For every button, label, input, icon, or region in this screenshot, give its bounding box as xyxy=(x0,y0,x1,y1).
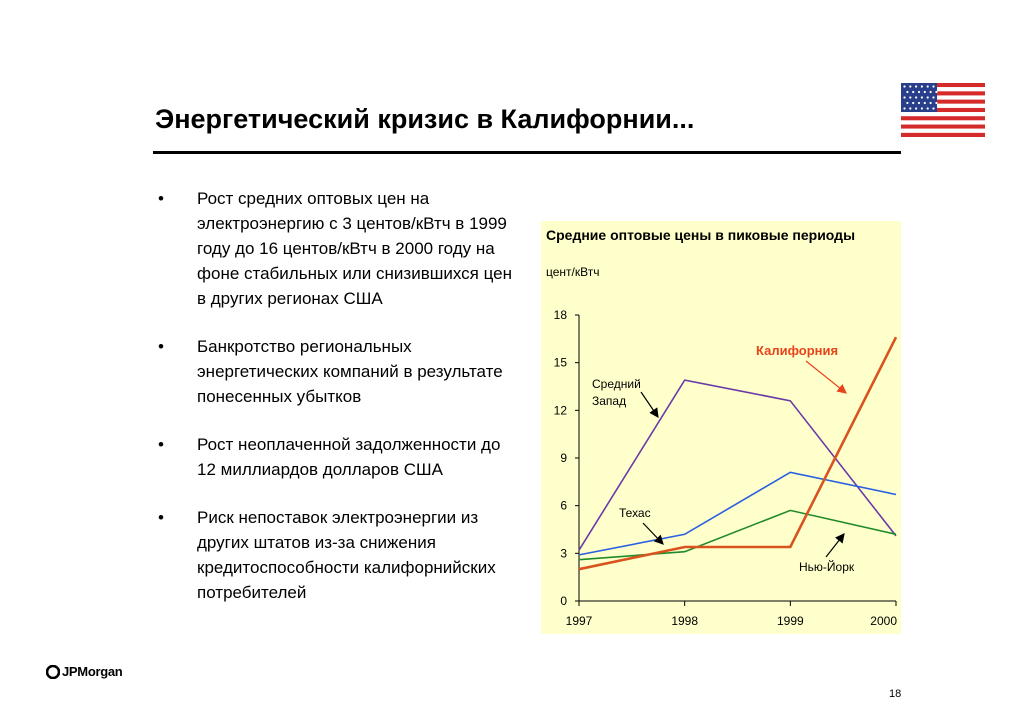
arrow-newyork xyxy=(826,534,844,557)
x-tick-label: 1997 xyxy=(565,614,593,628)
bullet-item xyxy=(155,505,520,605)
y-tick-label: 0 xyxy=(560,594,567,608)
bullet-glyph: • xyxy=(158,189,164,208)
label-midwest-line1: Средний xyxy=(592,377,641,391)
jpmorgan-logo xyxy=(46,664,122,679)
y-tick-label: 9 xyxy=(560,451,567,465)
x-tick-label: 1999 xyxy=(776,614,804,628)
y-tick-label: 6 xyxy=(560,498,567,513)
bullet-list xyxy=(155,186,520,628)
us-flag-icon xyxy=(901,83,985,137)
label-texas: Техас xyxy=(619,506,651,520)
arrow-midwest xyxy=(641,392,658,417)
bullet-glyph: • xyxy=(158,508,164,527)
title-divider xyxy=(153,151,901,154)
y-tick-label: 18 xyxy=(553,308,567,322)
bullet-text: Рост средних оптовых цен на электроэнергию с 3 центов/кВтч в 1999 году до 16 центов/кВтч в 2000 году на фоне стабильных или снизившихся цен в других регионах США xyxy=(197,189,512,308)
x-tick-label: 2000 xyxy=(870,614,897,628)
bullet-text: Рост неоплаченной задолженности до 12 миллиардов долларов США xyxy=(197,435,501,479)
x-tick-label: 1998 xyxy=(671,614,699,628)
arrow-california xyxy=(806,361,846,393)
label-midwest-line2: Запад xyxy=(592,394,627,408)
label-california: Калифорния xyxy=(756,343,839,358)
bullet-item xyxy=(155,334,520,409)
chart-y-unit: цент/кВтч xyxy=(546,265,600,279)
bullet-text: Банкротство региональных энергетических компаний в результате понесенных убытков xyxy=(197,337,503,406)
logo-text: JPMorgan xyxy=(62,664,123,679)
label-newyork: Нью-Йорк xyxy=(799,560,855,574)
series-line-1 xyxy=(579,337,896,569)
line-chart xyxy=(541,221,901,634)
y-tick-label: 12 xyxy=(553,403,567,418)
bullet-glyph: • xyxy=(158,337,164,356)
bullet-item xyxy=(155,186,520,311)
chart-title: Средние оптовые цены в пиковые периоды xyxy=(546,227,856,243)
bullet-item xyxy=(155,432,520,482)
slide-title: Энергетический кризис в Калифорнии... xyxy=(155,104,695,134)
bullet-glyph: • xyxy=(158,435,164,454)
y-tick-label: 3 xyxy=(560,546,567,561)
chart-panel xyxy=(541,221,901,634)
page-number: 18 xyxy=(889,688,902,700)
series-line-2 xyxy=(579,380,896,550)
bullet-text: Риск непоставок электроэнергии из других штатов из-за снижения кредитоспособности калифорнийских потребителей xyxy=(197,508,496,602)
y-tick-label: 15 xyxy=(553,355,567,370)
logo-mark-icon xyxy=(46,665,60,679)
